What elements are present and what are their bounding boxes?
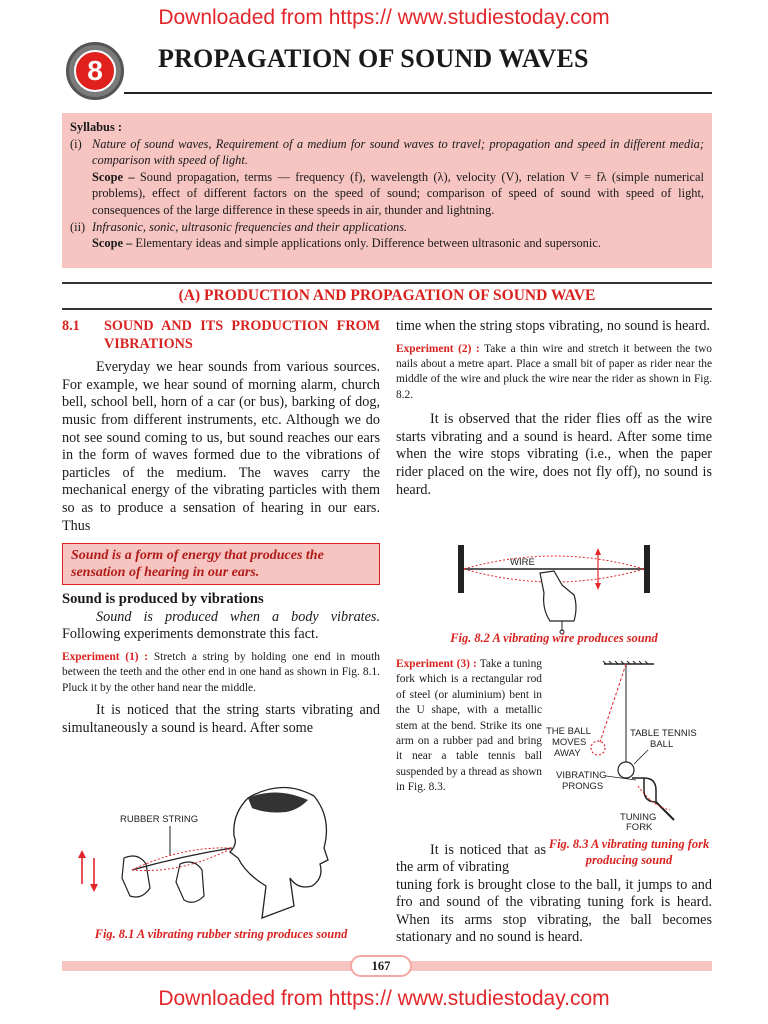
chapter-title: PROPAGATION OF SOUND WAVES [158,44,589,73]
vibrating-prongs-label: VIBRATING PRONGS [556,770,607,792]
experiment-3 [396,657,542,796]
wire-observation: It is observed that the rider flies off as the wire starts vibrating and a sound is heard. After some time when the wire stops vibrating (i.e., when the paper rider placed on the wire, does not fly off), no sound is heard. [396,411,712,498]
ball-moves-label: THE BALL MOVES AWAY [546,726,591,759]
arrowhead-down [90,884,98,892]
title-rule [124,92,712,94]
plucking-hand [176,862,204,902]
scope-text: Sound propagation, terms — frequency (f), wavelength (λ), velocity (V), relation V = fλ (simple numerical problems), effect of different factors on the speed of sound; comparison of speed of sound with speed of light, consequences of the large difference in these speeds in air, thunder and lightning. [92,169,704,217]
experiment-1-text: Stretch a string by holding one end in mouth between the teeth and the other end in one hand as shown in Fig. 8.1. Pluck it by the other hand near the middle. [62,650,380,694]
fig-8-2-illustration [450,535,660,635]
subheading-vibrations: Sound is produced by vibrations [62,591,264,608]
wire-label: WIRE [510,557,535,568]
syllabus-item-text: Nature of sound waves, Requirement of a medium for sound waves to travel; propagation and speed in different media; comparison with speed of light. [92,136,704,168]
chapter-number-badge [66,42,124,100]
fig-8-2-caption: Fig. 8.2 A vibrating wire produces sound [450,631,658,645]
section-heading-8-1 [62,318,380,353]
table-tennis-ball [618,762,634,778]
fork-observation [396,842,712,946]
holding-hand [122,856,150,897]
plucking-hand [540,571,576,621]
vibration-statement: Sound is produced when a body vibrates. [96,608,380,625]
experiment-1 [62,650,380,696]
vibration-followup: Following experiments demonstrate this fact. [62,626,319,643]
ball-moved-position [591,741,605,755]
thread-displaced [600,664,626,742]
scope-label: Scope – [92,236,133,251]
chapter-number: 8 [74,50,116,92]
left-column [62,318,380,737]
right-nail [644,545,650,593]
arrowhead-up [78,850,86,858]
experiment-2 [396,342,712,404]
arrowhead-down [595,583,601,590]
experiment-3-label: Experiment (3) : [396,658,477,670]
table-tennis-ball-label: TABLE TENNIS BALL [630,728,697,750]
fig-8-1-caption: Fig. 8.1 A vibrating rubber string produces sound [94,927,348,941]
fig-8-3-caption: Fig. 8.3 A vibrating tuning fork producing sound [548,837,710,867]
experiment-3-text: Take a tuning fork which is a rectangular rod of steel (or aluminium) bent in the U shape, with a metallic stem at the bend. Strike its one arm on a rubber pad and bring it near a table tennis ball suspended by a thread as shown in Fig. 8.3. [396,658,542,794]
rubber-string-label: RUBBER STRING [120,814,199,825]
section-rule-top [62,282,712,284]
syllabus-item-text: Infrasonic, sonic, ultrasonic frequencies and their applications. [92,219,408,234]
arrowhead-up [595,548,601,555]
definition-callout: Sound is a form of energy that produces the sensation of hearing in our ears. [62,543,380,585]
tuning-fork [632,778,656,802]
fig-8-1-illustration [62,778,380,928]
experiment-2-label: Experiment (2) : [396,342,480,355]
scope-text: Elementary ideas and simple applications only. Difference between ultrasonic and supersonic. [135,236,601,251]
section-heading-text: SOUND AND ITS PRODUCTION FROM VIBRATIONS [104,318,380,352]
syllabus-scope [70,235,704,252]
section-title: (A) PRODUCTION AND PROPAGATION OF SOUND WAVE [178,287,596,304]
syllabus-heading: Syllabus : [70,120,122,134]
right-column [396,318,712,499]
string-observation: It is noticed that the string starts vibrating and simultaneously a sound is heard. After some [62,702,380,736]
experiment-1-label: Experiment (1) : [62,650,149,663]
prong-vibration [638,786,670,810]
experiment-2-text: Take a thin wire and stretch it between the two nails about a metre apart. Place a small bit of paper as rider near the middle of the wire and pluck the wire near the rider as shown in Fig. 8.2. [396,342,712,401]
fork-observation-rest: tuning fork is brought close to the ball, it jumps to and fro and sound of the vibrating tuning fork is heard. When its arms stop vibrating, the ball becomes stationary and no sound is heard. [396,876,712,946]
fork-observation-start: It is noticed that as the arm of vibrating [396,842,546,876]
syllabus-box [62,113,712,268]
fig-8-3-illustration [544,660,712,832]
ball-label-pointer [634,750,648,764]
string-continued: time when the string stops vibrating, no sound is heard. [396,318,711,334]
section-number: 8.1 [62,318,80,334]
watermark-top[interactable]: Downloaded from https:// www.studiestoday.com [158,6,610,29]
wire-vibration-upper [464,556,644,569]
syllabus-item [70,136,704,169]
syllabus-item [70,219,704,236]
syllabus-item-number: (ii) [70,219,86,234]
person-hair [248,792,308,812]
left-nail [458,545,464,593]
intro-paragraph: Everyday we hear sounds from various sources. For example, we hear sound of morning alarm, church bell, school bell, horn of a car (or bus), barking of dog, music from different instruments, etc. Although we do not see sound coming to us, but sound reaches our ears in the form of waves formed due to the vibrations of particles of the medium. The waves carry the mechanical energy of the vibrating particles with them so as to produce a sensation of hearing in our ears. Thus [62,359,380,534]
tuning-fork-label: TUNING FORK [620,812,657,832]
scope-label: Scope – [92,169,135,184]
vibration-paragraph [62,609,380,644]
syllabus-scope [70,169,704,219]
page-number: 167 [350,955,412,977]
section-rule-bottom [62,308,712,310]
watermark-bottom[interactable]: Downloaded from https:// www.studiestoday.com [158,987,610,1010]
syllabus-item-number: (i) [70,136,82,151]
